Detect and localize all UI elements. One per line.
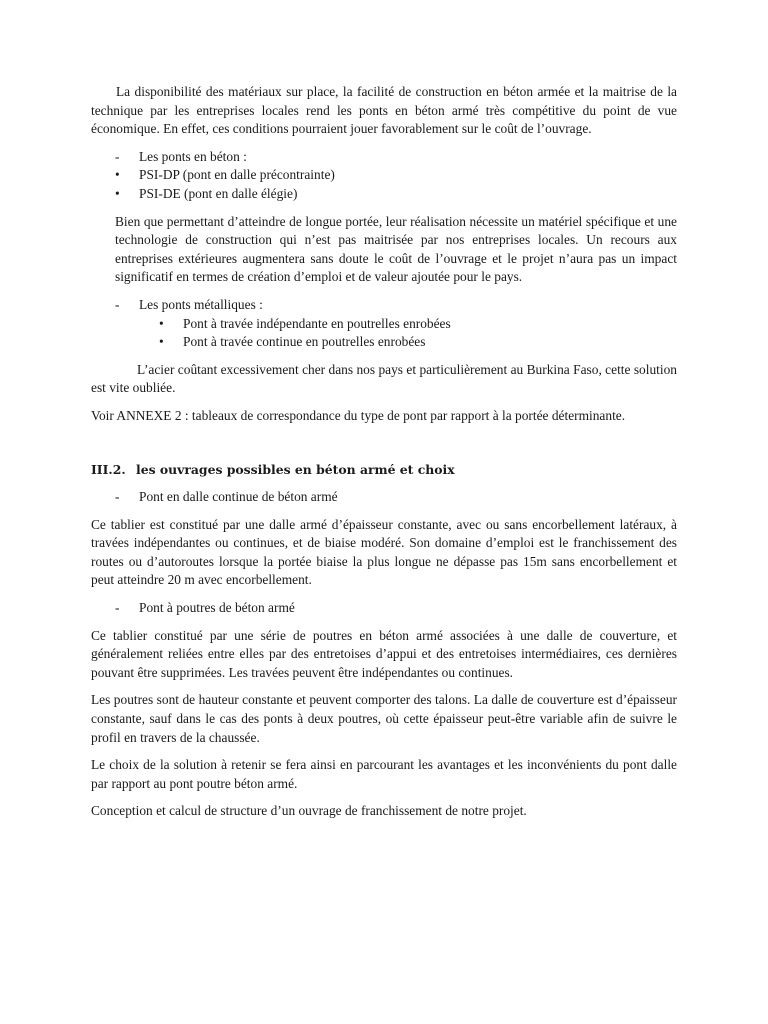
paragraph-prestressed: Bien que permettant d’atteindre de longue portée, leur réalisation nécessite un matériel spécifique et une technologie de construction qui n’est pas maitrisée par nos entreprises locales. Un recours aux entreprises extérieures augmentera sans doute le coût de l’ouvrage et le projet n’aura pas un impact significatif en termes de création d’emploi et de valeur ajoutée pour le pays. [115,213,677,285]
bullet-icon: • [115,167,120,183]
list-item [91,185,677,204]
section-heading [91,461,677,480]
dash-marker: - [115,148,120,164]
paragraph-choice: Le choix de la solution à retenir se fera ainsi en parcourant les avantages et les inconvénients du pont dalle par rapport au pont poutre béton armé. [91,757,677,791]
list-item-text: Pont en dalle continue de béton armé [139,489,338,505]
list-heading-metal-bridges [91,296,677,315]
list-item-beam-bridge [91,599,677,618]
dash-marker: - [115,489,120,505]
list-heading-concrete-bridges [91,148,677,167]
list-item [91,333,677,352]
section-number: III.2. [91,461,126,477]
dash-marker: - [115,600,120,616]
document-body [91,83,677,821]
bullet-icon: • [159,334,164,350]
list-item [91,315,677,334]
paragraph-intro: La disponibilité des matériaux sur place, la facilité de construction en béton armée et la maitrise de la technique par les entreprises locales rend les ponts en béton armé très compétitive du point de vue économique. En effet, ces conditions pourraient jouer favorablement sur le coût de l’ouvrage. [91,84,677,137]
list-item [91,166,677,185]
list-item-text: Pont à travée indépendante en poutrelles enrobées [183,315,451,331]
list-heading-text: Les ponts métalliques : [139,296,263,312]
dash-marker: - [115,296,120,312]
paragraph-beam-height: Les poutres sont de hauteur constante et peuvent comporter des talons. La dalle de couverture est d’épaisseur constante, sauf dans le cas des ponts à deux poutres, où cette épaisseur peut-être variable afin de suivre le profil en travers de la chaussée. [91,692,677,745]
list-item-text: Pont à poutres de béton armé [139,600,295,616]
bullet-icon: • [159,315,164,331]
paragraph-conclusion: Conception et calcul de structure d’un ouvrage de franchissement de notre projet. [91,803,527,819]
list-item-slab-bridge [91,488,677,507]
section-title: les ouvrages possibles en béton armé et choix [136,461,455,477]
paragraph-steel-cost: L’acier coûtant excessivement cher dans nos pays et particulièrement au Burkina Faso, cette solution est vite oubliée. [91,361,677,396]
list-item-text: PSI-DE (pont en dalle élégie) [139,185,298,201]
paragraph-slab-description: Ce tablier est constitué par une dalle armé d’épaisseur constante, avec ou sans encorbellement latéraux, à travées indépendantes ou continues, et de biaise modéré. Son domaine d’emploi est le franchissement des routes ou d’autoroutes lorsque la portée biaise la plus longue ne dépasse pas 15m sans encorbellement et peut atteindre 20 m avec encorbellement. [91,516,677,588]
bullet-icon: • [115,185,120,201]
paragraph-annex-reference: Voir ANNEXE 2 : tableaux de correspondance du type de pont par rapport à la portée déterminante. [91,407,626,423]
list-item-text: Pont à travée continue en poutrelles enrobées [183,334,426,350]
list-item-text: PSI-DP (pont en dalle précontrainte) [139,167,335,183]
paragraph-beam-description: Ce tablier constitué par une série de poutres en béton armé associées à une dalle de couverture, et généralement reliées entre elles par des entretoises d’appui et des entretoises intermédiaires, ces dernières pouvant être supprimées. Les travées peuvent être indépendantes ou continues. [91,627,677,680]
list-heading-text: Les ponts en béton : [139,148,247,164]
